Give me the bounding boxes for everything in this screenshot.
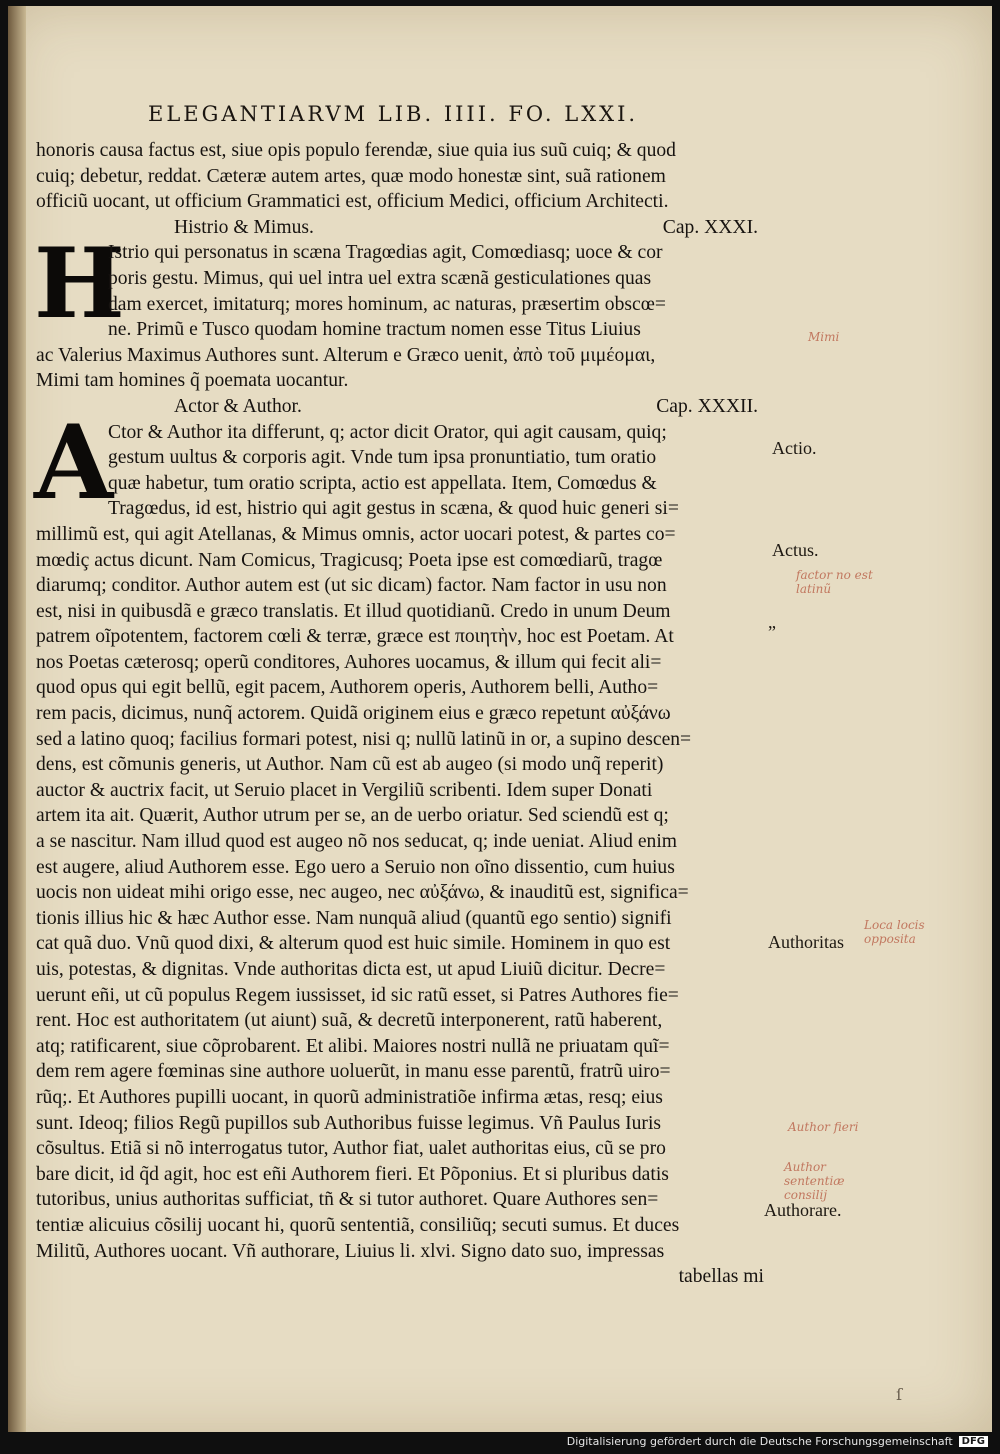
text-line: rem pacis, dicimus, nunq̃ actorem. Quidã originem eius e græco repetunt αὐξάνω [36,703,671,725]
text-line: est, nisi in quibusdã e græco translatis. Et illud quotidianũ. Credo in unum Deum [36,600,671,622]
section-title: Actor & Author. [174,395,302,417]
text-line: uocis non uideat mihi origo esse, nec augeo, nec αὐξάνω, & inauditũ est, significa= [36,882,689,904]
handwritten-note-loci: Loca locis opposita [864,918,925,946]
drop-cap-a: A [34,403,114,523]
text-line: est augere, aliud Authorem esse. Ego uero a Seruio non oĩno dissentio, cum huius [36,856,675,878]
text-line: auctor & auctrix facit, ut Seruio placet in Vergiliũ scribenti. Idem super Donati [36,779,653,801]
margin-quote-mark: „ [768,612,776,632]
section-heading-actor [36,394,764,420]
text-line: honoris causa factus est, siue opis populo ferendæ, siue quia ius suũ cuiq; & quod [36,140,676,161]
drop-cap-h: H [34,227,125,340]
text-line: mœdiç actus dicunt. Nam Comicus, Tragicusq; Poeta ipse est comœdiarũ, tragœ [36,549,663,571]
text-line: artem ita ait. Quærit, Author utrum per se, an de uerbo oriatur. Sed sciendũ est q; [36,805,669,827]
page-gutter [8,6,26,1432]
digitization-footer [567,1432,988,1450]
text-line: atq; ratificarent, siue cõprobarent. Et alibi. Maiores nostri nullã ne priuatam quĩ= [36,1035,670,1057]
text-line: quæ habetur, tum oratio scripta, actio est appellata. Item, Comœdus & [108,472,657,494]
text-line: dens, est cõmunis generis, ut Author. Nam cũ est ab augeo (si modo unq̃ reperit) [36,754,664,776]
margin-note-authorare: Authorare. [764,1200,842,1220]
text-line: sunt. Ideoq; filios Regũ pupillos sub Authoribus fuisse legimus. Vñ Paulus Iuris [36,1112,662,1134]
text-line: uerunt eñi, ut cũ populus Regem iussisset, id sic ratũ esset, si Patres Authores fie= [36,984,679,1006]
text-line: bare dicit, id q̃d agit, hoc est eñi Authorem fieri. Et Põponius. Et si pluribus datis [36,1163,669,1185]
handwritten-note-mimi: Mimi [808,330,840,344]
main-text [36,138,764,1290]
text-line: dam exercet, imitaturq; mores hominum, ac naturas, præsertim obscœ= [108,293,666,315]
text-line: cat quã duo. Vnũ quod dixi, & alterum quod est huic simile. Hominem in quo est [36,933,671,955]
text-line: dem rem agere fœminas sine authore uoluerũt, in manu esse parentũ, fratrũ uiro= [36,1061,671,1083]
catchword: tabellas mi [678,1266,764,1288]
chapter-number: Cap. XXXI. [662,216,758,238]
text-line: sed a latino quoq; facilius formari potest, nisi q; nullũ latinũ in or, a supino descen= [36,728,692,750]
chapter-number: Cap. XXXII. [656,395,758,417]
text-line: quod opus qui egit bellũ, egit pacem, Authorem operis, Authorem belli, Autho= [36,677,659,699]
corner-mark: ſ [896,1385,902,1404]
margin-note-authoritas: Authoritas [768,932,844,952]
text-line: tutoribus, unius authoritas sufficiat, tñ & si tutor authoret. Quare Authores sen= [36,1189,659,1211]
text-line: nos Poetas cæterosq; operũ conditores, Auhores uocamus, & illum qui fecit ali= [36,651,662,673]
text-line: tentiæ alicuius cõsilij uocant hi, quorũ sententiã, consiliũq; secuti sumus. Et duces [36,1214,680,1236]
text-line: Ctor & Author ita differunt, q; actor dicit Orator, qui agit causam, quiq; [108,421,667,443]
footer-credit: Digitalisierung gefördert durch die Deutsche Forschungsgemeinschaft [566,1434,953,1448]
handwritten-note-author-fieri: Author fieri [788,1120,859,1134]
text-line: poris gestu. Mimus, qui uel intra uel extra scænã gesticulationes quas [108,267,652,289]
text-line: Istrio qui personatus in scæna Tragœdias agit, Comœdiasq; uoce & cor [108,242,663,264]
text-line: ac Valerius Maximus Authores sunt. Alterum e Græco uenit, ἀπὸ τοῦ μιμέομαι, [36,344,656,366]
dfg-logo: DFG [959,1436,988,1447]
running-header: ELEGANTIARVM LIB. IIII. FO. LXXI. [148,102,639,126]
text-line: diarumq; conditor. Author autem est (ut sic dicam) factor. Nam factor in usu non [36,575,667,597]
margin-note-actio: Actio. [772,438,817,458]
text-line: tionis illius hic & hæc Author esse. Nam nunquã aliud (quantũ ego sentio) signifi [36,907,672,929]
section-heading-histrio [36,215,764,241]
text-line: Militũ, Authores uocant. Vñ authorare, Liuius li. xlvi. Signo dato suo, impressas [36,1240,665,1262]
text-line: cuiq; debetur, reddat. Cæteræ autem artes, quæ modo honestæ sint, suã rationem [36,165,666,187]
text-line: rũq;. Et Authores pupilli uocant, in quorũ administratiõe infirma ætas, resq; eius [36,1086,663,1108]
text-line: millimũ est, qui agit Atellanas, & Mimus omnis, actor uocari potest, & partes co= [36,523,676,545]
text-line: ne. Primũ e Tusco quodam homine tractum nomen esse Titus Liuius [108,319,641,341]
handwritten-note-author-sententiae: Author sententiæ consilij [784,1160,845,1202]
text-line: uis, potestas, & dignitas. Vnde authoritas dicta est, ut apud Liuiũ dicitur. Decre= [36,959,666,980]
text-line: officiũ uocant, ut officium Grammatici est, officium Medici, officium Architecti. [36,191,669,213]
text-line: cõsultus. Etiã si nõ interrogatus tutor, Author fiat, ualet authoritas eius, cũ se pro [36,1138,666,1160]
text-line: Mimi tam homines q̃ poemata uocantur. [36,370,349,392]
margin-note-actus: Actus. [772,540,819,560]
text-line: rent. Hoc est authoritatem (ut aiunt) suã, & decretũ interponerent, ratũ haberent, [36,1010,663,1032]
text-line: gestum uultus & corporis agit. Vnde tum ipsa pronuntiatio, tum oratio [108,447,657,469]
text-line: Tragœdus, id est, histrio qui agit gestus in scæna, & quod huic generi si= [108,498,679,520]
text-line: a se nascitur. Nam illud quod est augeo nõ nos seducat, q; inde ueniat. Aliud enim [36,831,678,853]
text-line: patrem oĩpotentem, factorem cœli & terræ, græce est ποιητὴν, hoc est Poetam. At [36,626,674,648]
handwritten-note-factor: factor no est latinũ [796,568,873,596]
section-title: Histrio & Mimus. [174,216,314,238]
